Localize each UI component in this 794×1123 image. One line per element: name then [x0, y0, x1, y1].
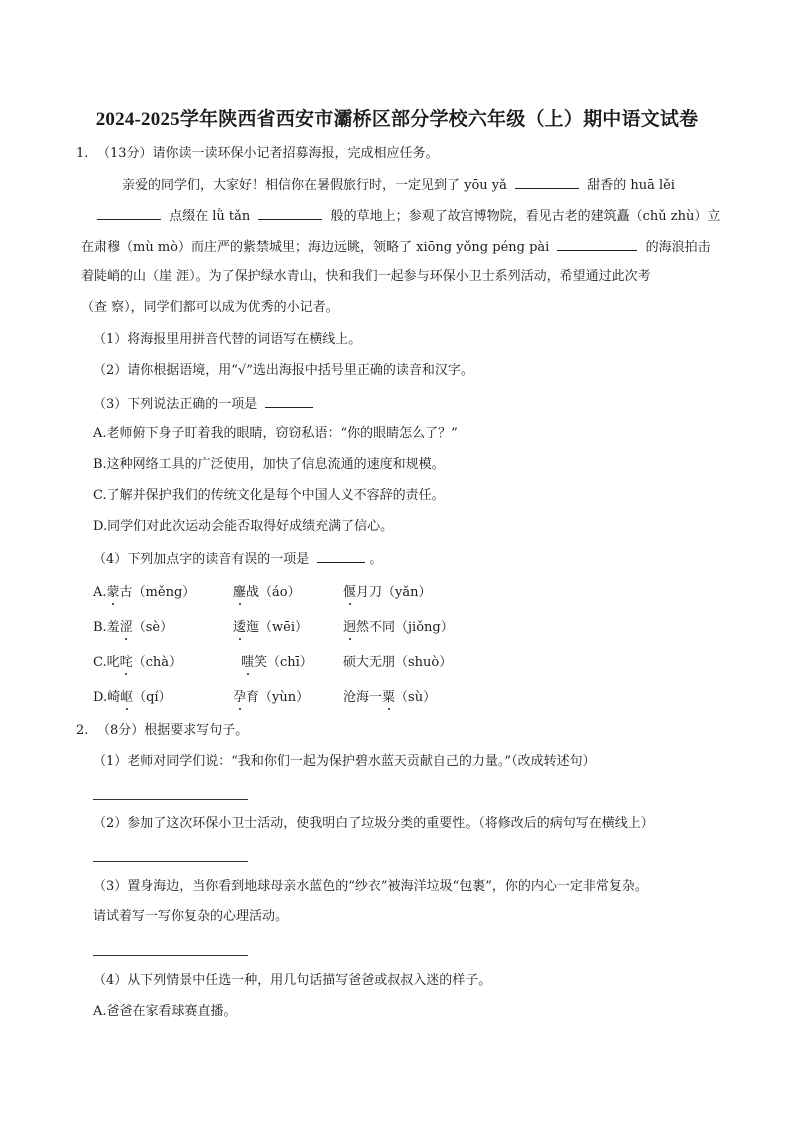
poster-line-1: [122, 175, 675, 195]
answer-blank-sub3[interactable]: [265, 394, 313, 408]
pinyin-blank-2[interactable]: [97, 206, 161, 220]
poster-line-2-text: 点缀在 lǜ tǎn: [169, 209, 251, 224]
exam-title: 2024-2025学年陕西省西安市灞桥区部分学校六年级（上）期中语文试卷: [95, 109, 699, 130]
poster-line-1-text-b: 甜香的 huā lěi: [587, 178, 675, 193]
q2-sub-1: （1）老师对同学们说：“我和你们一起为保护碧水蓝天贡献自己的力量。”（改成转述句）: [93, 754, 596, 769]
pinyin-row-b-col3: 迥然不同（jiǒng）: [343, 620, 454, 635]
q2-sub-4: （4）从下列情景中任选一种，用几句话描写爸爸或叔叔入迷的样子。: [93, 973, 492, 988]
q2-sub-3-line1: （3）置身海边，当你看到地球母亲水蓝色的“纱衣”被海洋垃圾“包裹”，你的内心一定非常复杂。: [93, 879, 648, 894]
question-1-header: （13分）请你读一读环保小记者招募海报，完成相应任务。: [97, 146, 439, 161]
pinyin-row-d-col2: 孕育（yùn）: [233, 690, 310, 705]
question-1-number: 1.: [76, 146, 89, 161]
pinyin-row-c-col1: C.叱咤（chà）: [93, 655, 183, 670]
poster-line-3-text-b: 的海浪拍击: [645, 240, 711, 255]
q1-sub-4-text: （4）下列加点字的读音有误的一项是: [93, 552, 310, 567]
pinyin-blank-4[interactable]: [557, 237, 637, 251]
pinyin-row-c-col3: 硕大无朋（shuò）: [343, 655, 453, 670]
option-d: D.同学们对此次运动会能否取得好成绩充满了信心。: [93, 519, 394, 534]
poster-line-4: 着陡峭的山（崖 涯）。为了保护绿水青山，快和我们一起参与环保小卫士系列活动，希望通过此次考: [81, 269, 651, 284]
poster-line-1-text: 亲爱的同学们，大家好！相信你在暑假旅行时，一定见到了 yōu yǎ: [122, 178, 507, 193]
q2-sub-2: （2）参加了这次环保小卫士活动，使我明白了垃圾分类的重要性。（将修改后的病句写在横线上）: [93, 816, 654, 831]
answer-line-3[interactable]: [93, 955, 248, 956]
pinyin-row-b-col2: 逶迤（wēi）: [233, 620, 308, 635]
pinyin-row-c-col2: 嗤笑（chī）: [241, 655, 313, 670]
q2-sub-4-option-a: A.爸爸在家看球赛直播。: [93, 1004, 237, 1019]
poster-line-3: [81, 237, 711, 257]
option-a: A.老师俯下身子盯着我的眼睛，窃窃私语：“你的眼睛怎么了？”: [93, 426, 458, 441]
answer-line-2[interactable]: [93, 861, 248, 862]
pinyin-row-d-col3: 沧海一粟（sù）: [343, 690, 437, 705]
option-c: C.了解并保护我们的传统文化是每个中国人义不容辞的责任。: [93, 488, 445, 503]
poster-line-2: [97, 206, 720, 226]
question-2-number: 2.: [76, 723, 89, 738]
q1-sub-4: [93, 549, 382, 569]
poster-line-5: （查 察），同学们都可以成为优秀的小记者。: [81, 300, 339, 315]
q1-sub-2: （2）请你根据语境，用“√”选出海报中括号里正确的读音和汉字。: [93, 363, 474, 378]
pinyin-row-a-col3: 偃月刀（yǎn）: [343, 585, 432, 600]
q1-sub-4-end: 。: [369, 552, 383, 567]
option-b: B.这种网络工具的广泛使用，加快了信息流通的速度和规模。: [93, 457, 445, 472]
q1-sub-3: [93, 394, 317, 414]
pinyin-row-b-col1: B.羞涩（sè）: [93, 620, 174, 635]
q2-sub-3-line2: 请试着写一写你复杂的心理活动。: [93, 909, 289, 924]
poster-line-2-text-b: 般的草地上；参观了故宫博物院，看见古老的建筑矗（chǔ zhù）立: [330, 209, 721, 224]
pinyin-row-d-col1: D.崎岖（qí）: [93, 690, 172, 705]
answer-line-1[interactable]: [93, 799, 248, 800]
pinyin-blank-1[interactable]: [515, 175, 579, 189]
pinyin-row-a-col1: A.蒙古（měng）: [93, 585, 196, 600]
answer-blank-sub4[interactable]: [317, 549, 365, 563]
poster-line-3-text: 在肃穆（mù mò）而庄严的紫禁城里；海边远眺，领略了 xiōng yǒng péng pài: [81, 240, 550, 255]
question-2-header: （8分）根据要求写句子。: [97, 723, 249, 738]
q1-sub-1: （1）将海报里用拼音代替的词语写在横线上。: [93, 332, 362, 347]
q1-sub-3-text: （3）下列说法正确的一项是: [93, 397, 258, 412]
pinyin-row-a-col2: 鏖战（áo）: [233, 585, 301, 600]
pinyin-blank-3[interactable]: [258, 206, 322, 220]
